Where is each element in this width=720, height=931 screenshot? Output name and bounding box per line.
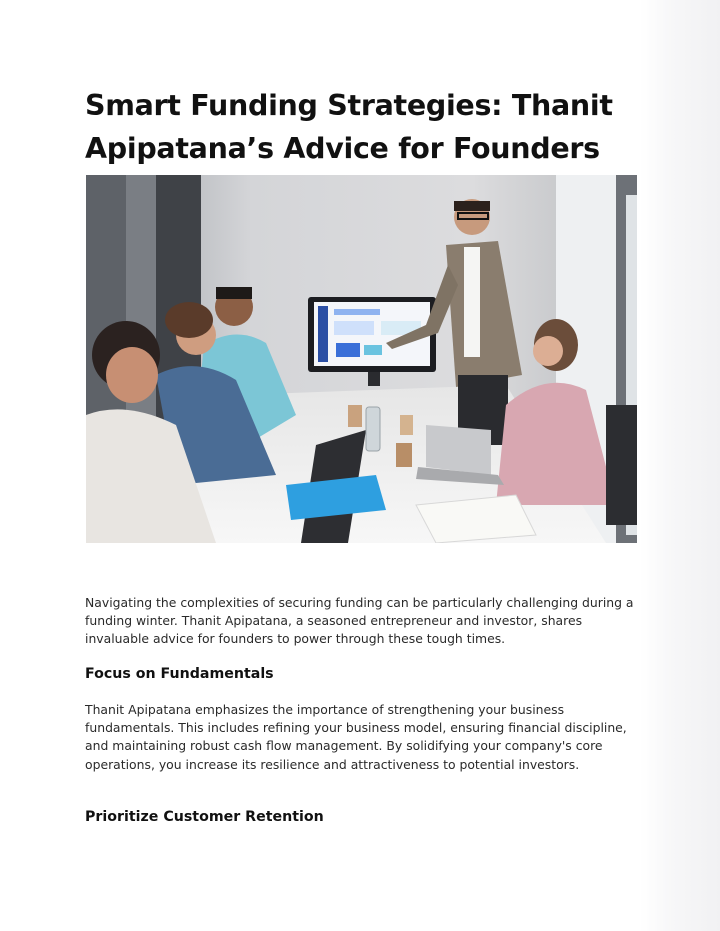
section-body-fundamentals: Thanit Apipatana emphasizes the importance of strengthening your business fundamentals. This includes refining your business model, ensuring financial discipline, and maintaining robust cash flow management. By solidifying your company's core operations, you increase its resilience and attractiveness to potential investors.	[85, 702, 627, 772]
section-heading-fundamentals: Focus on Fundamentals	[85, 666, 274, 682]
section-heading-customer-retention: Prioritize Customer Retention	[85, 809, 324, 825]
article-title: Smart Funding Strategies: Thanit Apipatana’s Advice for Founders	[85, 89, 613, 165]
hero-photo	[86, 175, 637, 543]
intro-paragraph: Navigating the complexities of securing funding can be particularly challenging during a funding winter. Thanit Apipatana, a seasoned entrepreneur and investor, shares invaluable advice for founders to power through these tough times.	[85, 595, 634, 647]
page-edge-shade	[640, 0, 720, 931]
